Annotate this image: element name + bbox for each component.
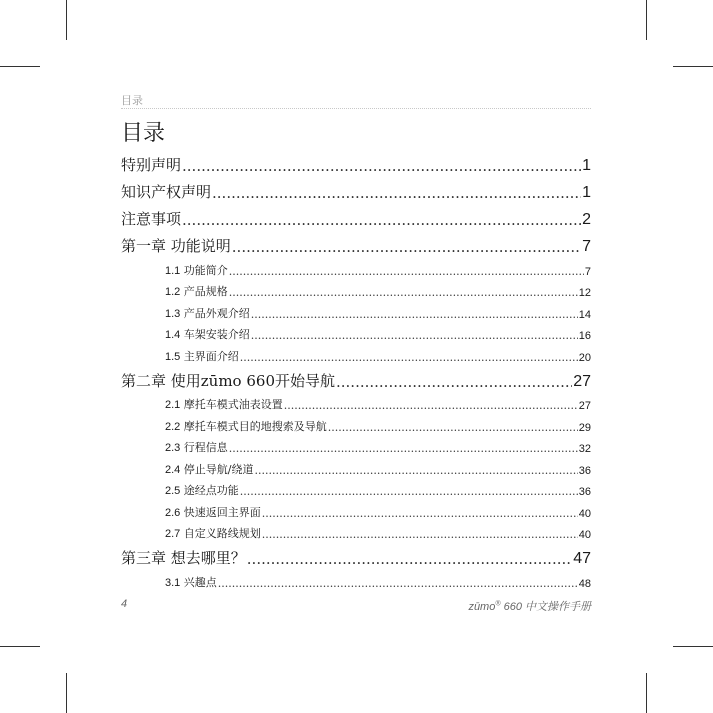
toc-entry-text: 产品规格 (183, 285, 228, 298)
toc-entry-text: 摩托车模式油表设置 (183, 398, 283, 411)
toc-section-entry[interactable] (121, 520, 591, 542)
toc-entry-text: 兴趣点 (183, 575, 217, 589)
crop-mark-left-bottom (0, 646, 40, 647)
dot-leader (212, 184, 581, 202)
dot-leader (229, 442, 578, 455)
toc-page-number: 14 (578, 308, 591, 321)
toc-page-number: 2 (582, 211, 591, 228)
toc-entry-text: 车架安装介绍 (183, 328, 250, 341)
dot-leader (232, 238, 581, 256)
toc-page-number: 36 (578, 486, 591, 498)
toc-entry-title (121, 154, 181, 175)
toc-section-entry[interactable] (121, 568, 591, 590)
dot-leader (255, 464, 578, 477)
toc-entry-number: 2.6 (165, 506, 181, 519)
toc-entry-title (165, 396, 283, 412)
dot-leader (247, 550, 572, 568)
toc-entry-title (121, 181, 211, 202)
footer-manual: 660 中文操作手册 (503, 601, 591, 613)
registered-mark: ® (495, 600, 501, 608)
toc-page-number: 27 (573, 372, 591, 390)
crop-mark-right-bottom (673, 646, 713, 647)
toc-entry-number: 1.1 (165, 264, 181, 277)
dot-leader (240, 485, 578, 498)
toc-page-number: 7 (584, 265, 591, 278)
crop-mark-right-top (673, 66, 713, 67)
toc-section-entry[interactable] (121, 321, 591, 343)
dot-leader (240, 351, 578, 364)
toc-page-number: 47 (573, 550, 591, 567)
toc-entry-title (165, 262, 228, 278)
toc-entry-title (165, 418, 327, 434)
toc-section-entry[interactable] (121, 477, 591, 499)
toc-page-number: 16 (578, 330, 591, 342)
footer-page-number: 4 (121, 598, 128, 610)
toc-entry-number: 2.5 (165, 485, 181, 497)
toc-entry-number: 3.1 (165, 576, 181, 589)
toc-entry-number: 1.5 (165, 350, 181, 363)
page-title: 目录 (121, 121, 166, 146)
toc-entry-number: 1.3 (165, 307, 181, 320)
toc-entry-number: 1.4 (165, 329, 181, 341)
toc-entry-text: 特别声明 (121, 156, 182, 174)
toc-entry-title (121, 235, 231, 256)
toc-page-number: 29 (578, 421, 591, 434)
toc-entry-text: 主界面介绍 (183, 349, 239, 363)
crop-mark-bottom-left (66, 673, 67, 713)
toc-page-number: 36 (578, 464, 591, 477)
toc-entry-text: 快速返回主界面 (183, 505, 261, 519)
dot-leader (251, 308, 578, 321)
toc-chapter-entry[interactable] (121, 175, 591, 202)
toc-section-entry[interactable] (121, 455, 591, 477)
dot-leader (251, 329, 578, 342)
toc-page-number: 40 (578, 529, 591, 541)
toc-entry-text: 途经点功能 (183, 484, 239, 497)
toc-entry-text: 行程信息 (183, 441, 228, 454)
toc-page-number: 1 (582, 184, 591, 201)
crop-mark-top-right (646, 0, 647, 40)
toc-entry-number: 1.2 (165, 286, 181, 298)
crop-mark-bottom-right (646, 673, 647, 713)
toc-section-entry[interactable] (121, 342, 591, 364)
toc-section-entry[interactable] (121, 278, 591, 300)
toc-entry-title (165, 305, 250, 321)
toc-entry-title (165, 504, 261, 520)
toc-entry-number: 2.3 (165, 442, 181, 454)
toc-section-entry[interactable] (121, 434, 591, 456)
dot-leader (262, 528, 578, 541)
toc-section-entry[interactable] (121, 498, 591, 520)
toc-chapter-entry[interactable] (121, 364, 591, 391)
toc-entry-text: 第一章 功能说明 (121, 237, 231, 255)
toc-entry-title (165, 461, 254, 477)
toc-entry-number: 2.1 (165, 399, 181, 411)
dot-leader (336, 373, 572, 391)
table-of-contents (121, 148, 591, 590)
toc-entry-title (121, 370, 335, 391)
dot-leader (218, 577, 578, 590)
dot-leader (182, 157, 581, 175)
toc-page-number: 32 (578, 443, 591, 455)
toc-page-number: 27 (578, 400, 591, 412)
toc-entry-title (121, 208, 181, 229)
toc-entry-text: 摩托车模式目的地搜索及导航 (183, 419, 327, 433)
toc-entry-number: 2.2 (165, 420, 181, 433)
toc-entry-title (165, 348, 239, 364)
toc-entry-number: 2.7 (165, 528, 181, 540)
dot-leader (229, 265, 584, 278)
toc-entry-title (165, 283, 228, 299)
crop-mark-left-top (0, 66, 40, 67)
toc-entry-text: 第二章 使用zūmo 660开始导航 (121, 371, 335, 390)
header-rule (121, 108, 591, 109)
toc-section-entry[interactable] (121, 299, 591, 321)
dot-leader (328, 421, 578, 434)
toc-section-entry[interactable] (121, 391, 591, 413)
footer-manual-title (468, 598, 591, 614)
toc-page-number: 40 (578, 507, 591, 520)
toc-page-number: 12 (578, 287, 591, 299)
toc-section-entry[interactable] (121, 412, 591, 434)
toc-entry-title (165, 482, 239, 498)
toc-chapter-entry[interactable] (121, 229, 591, 256)
toc-entry-text: 知识产权声明 (121, 183, 212, 201)
footer-product: zūmo (468, 601, 496, 613)
toc-page-number: 1 (582, 157, 591, 174)
toc-entry-title (165, 439, 228, 455)
toc-entry-title (165, 525, 261, 541)
toc-entry-text: 注意事项 (121, 210, 182, 228)
toc-page-number: 20 (578, 351, 591, 364)
dot-leader (229, 286, 578, 299)
crop-mark-top-left (66, 0, 67, 40)
toc-entry-title (121, 547, 246, 568)
toc-section-entry[interactable] (121, 256, 591, 278)
toc-chapter-entry[interactable] (121, 148, 591, 175)
toc-entry-text: 功能简介 (183, 263, 228, 277)
toc-entry-title (165, 326, 250, 342)
running-header: 目录 (121, 94, 143, 107)
toc-entry-text: 自定义路线规划 (183, 527, 261, 540)
dot-leader (284, 399, 578, 412)
toc-page-number: 48 (578, 577, 591, 590)
toc-entry-title (165, 574, 217, 590)
toc-entry-number: 2.4 (165, 463, 181, 476)
toc-chapter-entry[interactable] (121, 541, 591, 568)
dot-leader (262, 507, 578, 520)
toc-entry-text: 停止导航/绕道 (183, 462, 254, 476)
dot-leader (182, 211, 581, 229)
toc-page-number: 7 (582, 238, 591, 255)
toc-entry-text: 产品外观介绍 (183, 306, 250, 320)
toc-entry-text: 第三章 想去哪里？ (121, 549, 246, 567)
toc-chapter-entry[interactable] (121, 202, 591, 229)
